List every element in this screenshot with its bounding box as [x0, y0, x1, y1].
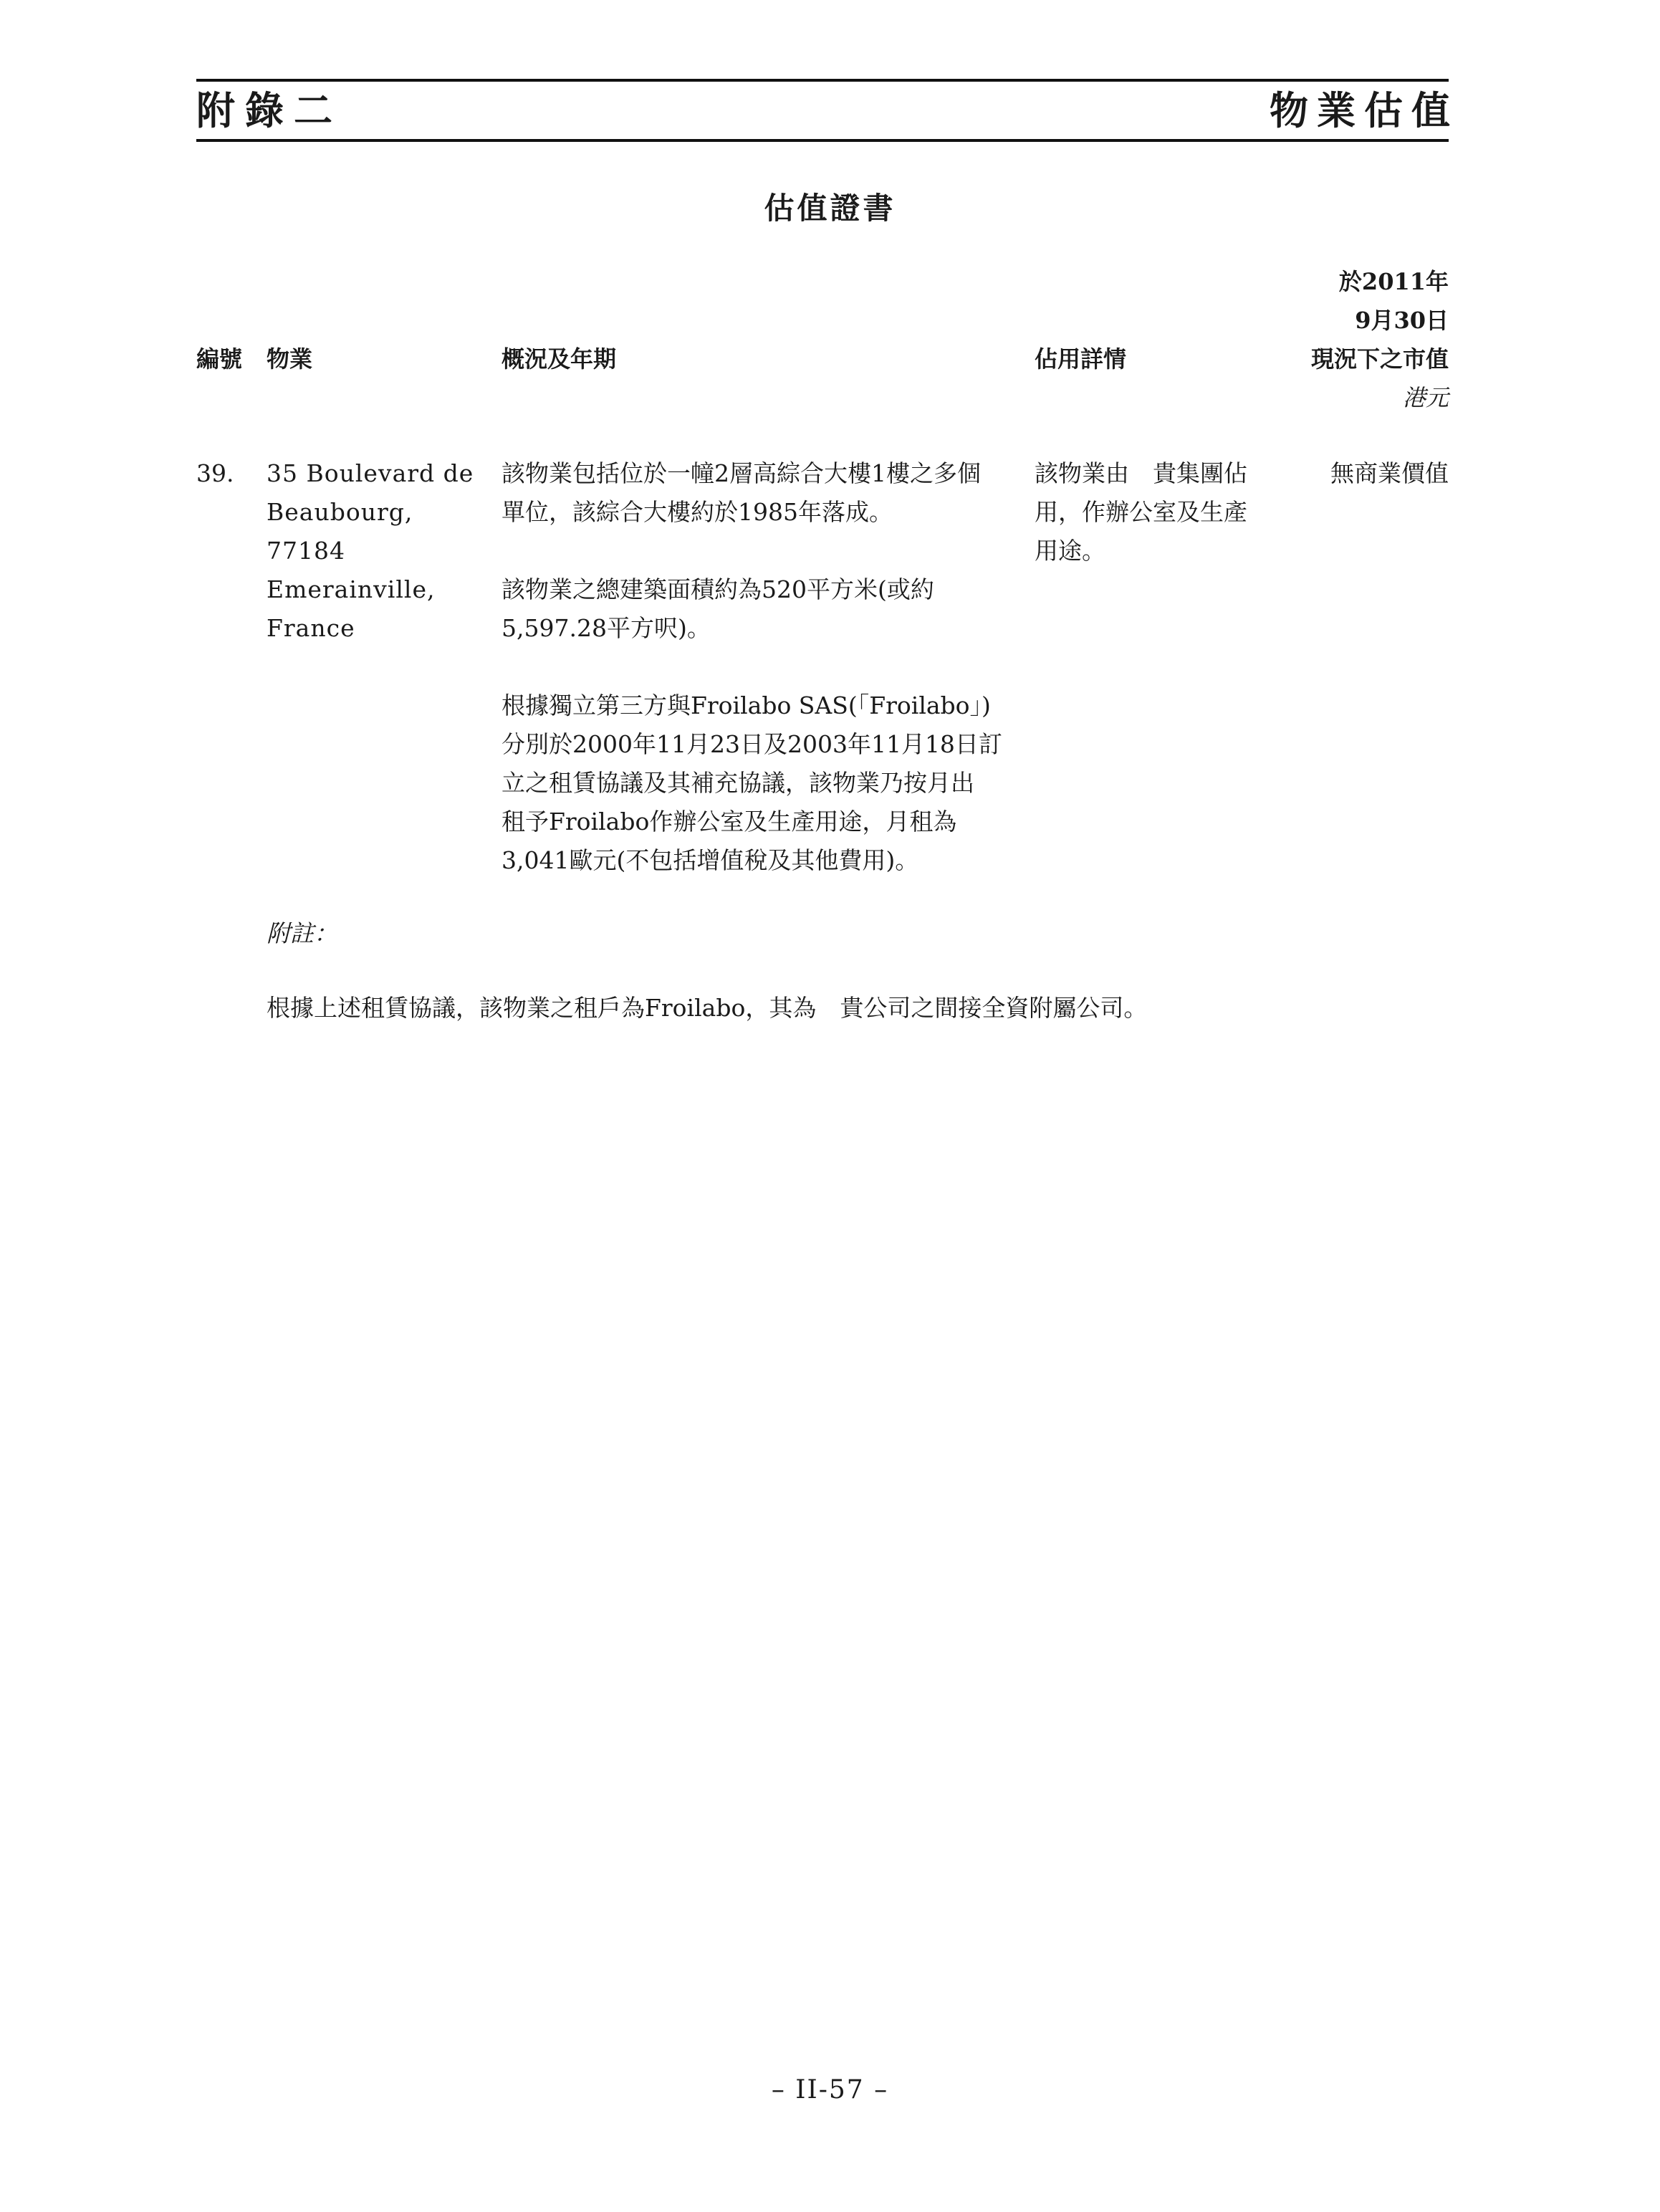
- note-text: 根據上述租賃協議，該物業之租戶為Froilabo，其為 貴公司之間接全資附屬公司。: [267, 994, 1148, 1022]
- description-line: 5,597.28平方呎)。: [502, 614, 711, 642]
- column-header-property: 物業: [267, 345, 313, 373]
- property-address-line: 77184: [267, 537, 345, 565]
- market-value: 無商業價值: [1330, 459, 1449, 487]
- column-header-value-line: 現況下之市值: [1310, 345, 1449, 373]
- column-header-no: 編號: [196, 345, 243, 373]
- occupancy-line: 該物業由 貴集團佔: [1035, 459, 1247, 487]
- document-title: 估值證書: [764, 191, 896, 226]
- description-line: 單位，該綜合大樓約於1985年落成。: [502, 498, 893, 526]
- page-number: – II-57 –: [771, 2075, 889, 2105]
- column-header-value-line: 於2011年: [1338, 268, 1449, 295]
- property-address-line: Beaubourg,: [267, 498, 413, 526]
- property-address-line: France: [267, 614, 355, 642]
- section-title: 物業估值: [1270, 87, 1459, 133]
- header-top-rule: [196, 79, 1449, 82]
- note-label: 附註：: [267, 919, 337, 947]
- column-header-value-line: 9月30日: [1355, 307, 1449, 334]
- occupancy-line: 用途。: [1035, 537, 1105, 565]
- header-bottom-rule: [196, 139, 1449, 142]
- property-address-line: 35 Boulevard de: [267, 459, 474, 487]
- property-address-line: Emerainville,: [267, 575, 436, 603]
- row-number: 39.: [196, 459, 234, 487]
- description-line: 分別於2000年11月23日及2003年11月18日訂: [502, 730, 1002, 758]
- occupancy-line: 用，作辦公室及生產: [1035, 498, 1247, 526]
- description-line: 該物業之總建築面積約為520平方米(或約: [502, 575, 934, 603]
- appendix-label: 附錄二: [196, 87, 342, 133]
- column-header-occupancy: 佔用詳情: [1035, 345, 1127, 373]
- column-header-description: 概況及年期: [502, 345, 617, 373]
- description-line: 立之租賃協議及其補充協議，該物業乃按月出: [502, 769, 974, 797]
- description-line: 根據獨立第三方與Froilabo SAS(「Froilabo」): [502, 691, 991, 719]
- column-header-currency: 港元: [1402, 384, 1449, 411]
- description-line: 該物業包括位於一幢2層高綜合大樓1樓之多個: [502, 459, 981, 487]
- description-line: 租予Froilabo作辦公室及生產用途，月租為: [502, 808, 957, 836]
- description-line: 3,041歐元(不包括增值稅及其他費用)。: [502, 846, 919, 874]
